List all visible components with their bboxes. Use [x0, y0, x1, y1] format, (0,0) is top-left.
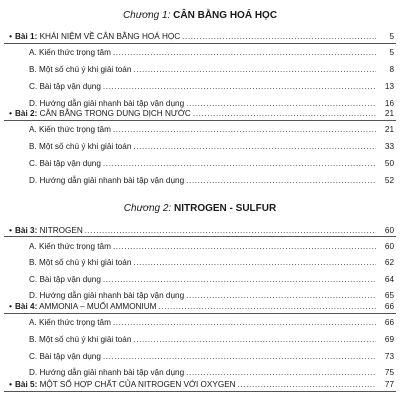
page-number: 5 — [389, 48, 394, 57]
divider — [4, 313, 396, 314]
dot-leader — [113, 317, 376, 328]
page-number: 13 — [384, 82, 394, 91]
lesson-label: Bài 5: — [15, 380, 38, 389]
dot-leader — [186, 175, 376, 186]
item-title: C. Bài tập vận dụng — [29, 275, 101, 284]
page-number: 60 — [384, 226, 394, 235]
toc-item[interactable] — [0, 173, 400, 186]
dot-leader — [238, 379, 376, 390]
lesson-label: Bài 3: — [15, 226, 38, 235]
chapter-number: Chương 2: — [123, 203, 172, 214]
toc-item[interactable] — [0, 315, 400, 328]
bullet-icon: • — [9, 109, 12, 118]
lesson-title: KHÁI NIỆM VỀ CÂN BẰNG HOÁ HỌC — [39, 32, 181, 41]
toc-item[interactable] — [0, 349, 400, 362]
dot-leader — [133, 257, 376, 268]
dot-leader — [133, 64, 376, 75]
page-number: 60 — [384, 242, 394, 251]
item-title: C. Bài tập vận dụng — [29, 352, 101, 361]
page-number: 16 — [384, 99, 394, 108]
toc-item[interactable] — [0, 122, 400, 135]
toc-item[interactable] — [0, 255, 400, 268]
lesson-title: CÂN BẰNG TRONG DUNG DỊCH NƯỚC — [39, 109, 191, 118]
divider — [4, 391, 396, 392]
page-number: 62 — [384, 258, 394, 267]
chapter-2-heading — [0, 203, 400, 215]
dot-leader — [133, 141, 376, 152]
toc-item[interactable] — [0, 332, 400, 345]
divider — [4, 120, 396, 121]
page-number: 8 — [389, 65, 394, 74]
dot-leader — [133, 334, 376, 345]
lesson-label: Bài 2: — [15, 109, 38, 118]
toc-item[interactable] — [0, 139, 400, 152]
toc-lesson-5[interactable] — [0, 377, 400, 390]
dot-leader — [103, 158, 376, 169]
page-number: 50 — [384, 159, 394, 168]
item-title: B. Một số chú ý khi giải toán — [29, 65, 132, 74]
page-number: 21 — [384, 109, 394, 118]
lesson-title: AMMONIA – MUỐI AMMONIUM — [39, 302, 157, 311]
dot-leader — [113, 124, 376, 135]
item-title: D. Hướng dẫn giải nhanh bài tập vận dụng — [29, 176, 185, 185]
dot-leader — [113, 47, 376, 58]
item-title: C. Bài tập vận dụng — [29, 82, 101, 91]
dot-leader — [158, 301, 376, 312]
item-title: D. Hướng dẫn giải nhanh bài tập vận dụng — [29, 99, 185, 108]
page-number: 77 — [384, 380, 394, 389]
divider — [4, 236, 396, 237]
dot-leader — [113, 241, 376, 252]
item-title: B. Một số chú ý khi giải toán — [29, 258, 132, 267]
dot-leader — [85, 225, 376, 236]
page-number: 21 — [384, 125, 394, 134]
chapter-title: NITROGEN - SULFUR — [173, 203, 277, 214]
chapter-1-heading — [0, 10, 400, 22]
lesson-label: Bài 4: — [15, 302, 38, 311]
dot-leader — [103, 351, 376, 362]
item-title: A. Kiến thức trọng tâm — [29, 48, 111, 57]
item-title: B. Một số chú ý khi giải toán — [29, 335, 132, 344]
page-number: 66 — [384, 302, 394, 311]
chapter-title: CÂN BẰNG HOÁ HỌC — [173, 10, 278, 21]
dot-leader — [182, 31, 376, 42]
lesson-title: NITROGEN — [39, 226, 83, 235]
page-number: 64 — [384, 275, 394, 284]
item-title: B. Một số chú ý khi giải toán — [29, 142, 132, 151]
page-number: 73 — [384, 352, 394, 361]
item-title: A. Kiến thức trọng tâm — [29, 125, 111, 134]
dot-leader — [103, 274, 376, 285]
page-number: 33 — [384, 142, 394, 151]
toc-lesson-1[interactable] — [0, 29, 400, 42]
chapter-number: Chương 1: — [122, 10, 171, 21]
item-title: D. Hướng dẫn giải nhanh bài tập vận dụng — [29, 291, 185, 300]
page-number: 75 — [384, 368, 394, 377]
toc-lesson-2[interactable] — [0, 106, 400, 119]
page-number: 5 — [389, 32, 394, 41]
page-number: 69 — [384, 335, 394, 344]
toc-item[interactable] — [0, 62, 400, 75]
divider — [4, 43, 396, 44]
toc-item[interactable] — [0, 239, 400, 252]
toc-item[interactable] — [0, 156, 400, 169]
toc-lesson-3[interactable] — [0, 223, 400, 236]
item-title: D. Hướng dẫn giải nhanh bài tập vận dụng — [29, 368, 185, 377]
bullet-icon: • — [9, 226, 12, 235]
toc-item[interactable] — [0, 79, 400, 92]
lesson-title: MỘT SỐ HỢP CHẤT CỦA NITROGEN VỚI OXYGEN — [39, 380, 236, 389]
bullet-icon: • — [9, 302, 12, 311]
toc-item[interactable] — [0, 45, 400, 58]
page-number: 66 — [384, 318, 394, 327]
item-title: C. Bài tập vận dụng — [29, 159, 101, 168]
item-title: A. Kiến thức trọng tâm — [29, 242, 111, 251]
bullet-icon: • — [9, 32, 12, 41]
toc-item[interactable] — [0, 272, 400, 285]
page-number: 52 — [384, 176, 394, 185]
page-number: 65 — [384, 291, 394, 300]
dot-leader — [103, 81, 376, 92]
dot-leader — [193, 108, 376, 119]
lesson-label: Bài 1: — [15, 32, 38, 41]
item-title: A. Kiến thức trọng tâm — [29, 318, 111, 327]
bullet-icon: • — [9, 380, 12, 389]
toc-lesson-4[interactable] — [0, 299, 400, 312]
